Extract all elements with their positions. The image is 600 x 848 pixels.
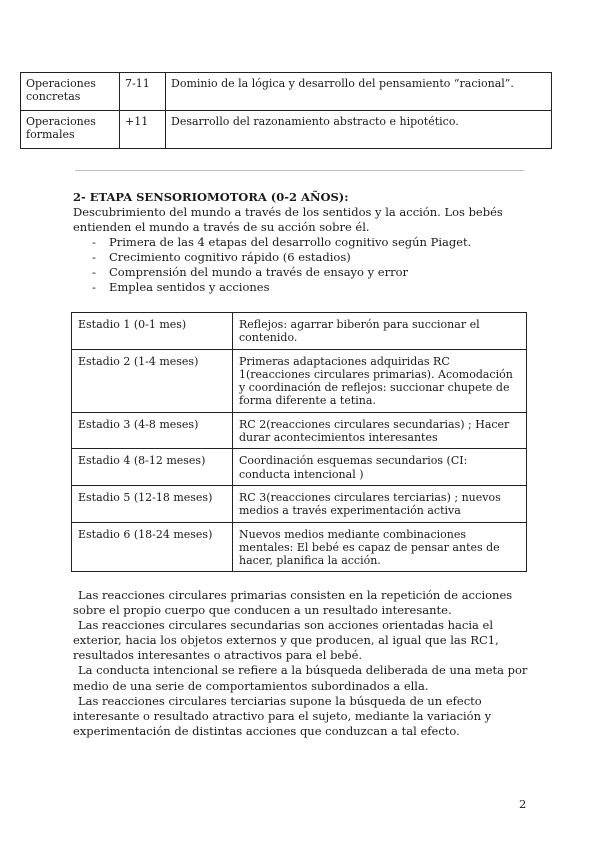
list-item-text: Emplea sentidos y acciones xyxy=(109,280,270,294)
stage-cell: Operaciones formales xyxy=(21,111,120,149)
paragraph: La conducta intencional se refiere a la búsqueda deliberada de una meta por medio de una serie de comportamientos subordinados a ella. xyxy=(73,663,528,693)
section-heading: 2- ETAPA SENSORIOMOTORA (0-2 AÑOS): xyxy=(73,190,349,204)
description-cell: Dominio de la lógica y desarrollo del pensamiento “racional”. xyxy=(166,73,552,111)
list-item xyxy=(92,265,533,280)
explanation-paragraphs xyxy=(73,588,535,739)
description-cell: Reflejos: agarrar biberón para succionar el contenido. xyxy=(233,313,527,350)
sensorimotor-section xyxy=(73,190,533,295)
stage-cell: Estadio 1 (0-1 mes) xyxy=(72,313,233,350)
table-row xyxy=(72,349,527,412)
stage-cell: Estadio 5 (12-18 meses) xyxy=(72,485,233,522)
age-cell: +11 xyxy=(120,111,166,149)
description-cell: RC 3(reacciones circulares terciarias) ; nuevos medios a través experimentación activa xyxy=(233,485,527,522)
list-item xyxy=(92,250,533,265)
description-cell: RC 2(reacciones circulares secundarias) ; Hacer durar acontecimientos interesantes xyxy=(233,412,527,449)
table-row xyxy=(21,111,552,149)
table-row xyxy=(72,412,527,449)
table-row xyxy=(72,313,527,350)
dash-marker: - xyxy=(92,280,96,294)
paragraph: Las reacciones circulares terciarias supone la búsqueda de un efecto interesante o resultado atractivo para el sujeto, mediante la variación y experimentación de distintas acciones que conduzcan a tal efecto. xyxy=(73,693,492,738)
stage-cell: Estadio 2 (1-4 meses) xyxy=(72,349,233,412)
section-intro: Descubrimiento del mundo a través de los sentidos y la acción. Los bebés entienden el mundo a través de su acción sobre él. xyxy=(73,205,503,234)
paragraph: Las reacciones circulares primarias consisten en la repetición de acciones sobre el propio cuerpo que conducen a un resultado interesante. xyxy=(73,588,513,618)
stage-cell: Operaciones concretas xyxy=(21,73,120,111)
description-cell: Primeras adaptaciones adquiridas RC 1(reacciones circulares primarias). Acomodación y coordinación de reflejos: succionar chupete de forma diferente a tetina. xyxy=(233,349,527,412)
dash-marker: - xyxy=(92,250,96,264)
dash-marker: - xyxy=(92,235,96,249)
list-item-text: Crecimiento cognitivo rápido (6 estadios) xyxy=(109,250,351,264)
table-row xyxy=(72,485,527,522)
paragraph: Las reacciones circulares secundarias son acciones orientadas hacia el exterior, hacia los objetos externos y que producen, al igual que las RC1, resultados interesantes o atractivos para el bebé. xyxy=(73,618,499,663)
stage-cell: Estadio 6 (18-24 meses) xyxy=(72,522,233,572)
bullet-list xyxy=(73,235,533,295)
list-item-text: Primera de las 4 etapas del desarrollo cognitivo según Piaget. xyxy=(109,235,472,249)
page-number: 2 xyxy=(519,797,527,811)
list-item-text: Comprensión del mundo a través de ensayo y error xyxy=(109,265,409,279)
horizontal-divider xyxy=(75,170,524,171)
description-cell: Desarrollo del razonamiento abstracto e hipotético. xyxy=(166,111,552,149)
list-item xyxy=(92,235,533,250)
stage-cell: Estadio 3 (4-8 meses) xyxy=(72,412,233,449)
table-row xyxy=(72,449,527,486)
sensorimotor-stages-table xyxy=(71,312,527,572)
description-cell: Coordinación esquemas secundarios (CI: conducta intencional ) xyxy=(233,449,527,486)
cognitive-stages-table xyxy=(20,72,552,149)
description-cell: Nuevos medios mediante combinaciones mentales: El bebé es capaz de pensar antes de hacer, planifica la acción. xyxy=(233,522,527,572)
list-item xyxy=(92,280,533,295)
age-cell: 7-11 xyxy=(120,73,166,111)
table-row xyxy=(21,73,552,111)
table-row xyxy=(72,522,527,572)
stage-cell: Estadio 4 (8-12 meses) xyxy=(72,449,233,486)
dash-marker: - xyxy=(92,265,96,279)
